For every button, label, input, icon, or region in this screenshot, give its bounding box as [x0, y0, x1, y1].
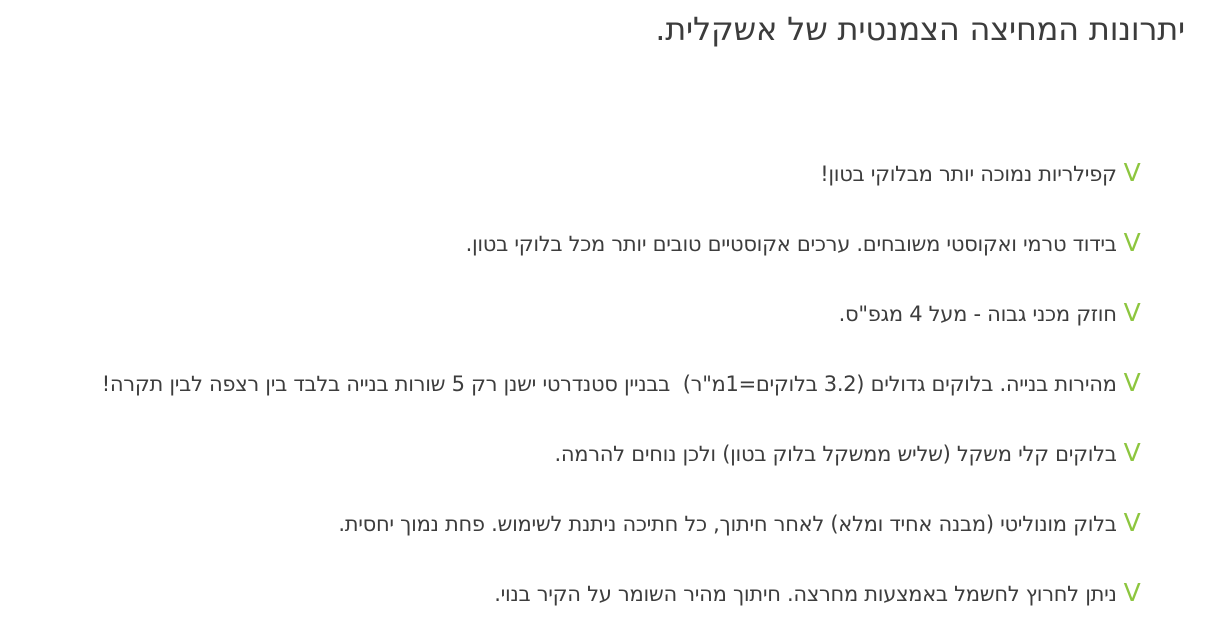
advantages-list — [0, 128, 1179, 607]
list-item — [0, 198, 1179, 257]
checkmark-icon: V — [1123, 438, 1141, 467]
checkmark-icon: V — [1123, 368, 1141, 397]
checkmark-icon: V — [1123, 298, 1141, 327]
checkmark-icon: V — [1123, 578, 1141, 607]
list-item — [0, 408, 1179, 467]
checkmark-icon: V — [1123, 228, 1141, 257]
list-item-text: בידוד טרמי ואקוסטי משובחים. ערכים אקוסטיים טובים יותר מכל בלוקי בטון. — [465, 232, 1117, 256]
list-item — [0, 548, 1179, 607]
checkmark-icon: V — [1123, 508, 1141, 537]
list-item — [0, 128, 1179, 187]
list-item — [0, 268, 1179, 327]
page-title: יתרונות המחיצה הצמנטית של אשקלית. — [655, 10, 1185, 48]
list-item-text: קפילריות נמוכה יותר מבלוקי בטון! — [820, 162, 1117, 186]
list-item-text: בלוק מונוליטי (מבנה אחיד ומלא) לאחר חיתוך, כל חתיכה ניתנת לשימוש. פחת נמוך יחסית. — [338, 512, 1117, 536]
list-item-text: ניתן לחרוץ לחשמל באמצעות מחרצה. חיתוך מהיר השומר על הקיר בנוי. — [494, 582, 1117, 606]
list-item — [0, 478, 1179, 537]
list-item-text: חוזק מכני גבוה - מעל 4 מגפ"ס. — [838, 302, 1117, 326]
list-item-text: מהירות בנייה. בלוקים גדולים (3.2 בלוקים=1מ"ר) בבניין סטנדרטי ישנן רק 5 שורות בנייה בלבד בין רצפה לבין תקרה! — [101, 372, 1117, 396]
list-item — [0, 338, 1179, 397]
list-item-text: בלוקים קלי משקל (שליש ממשקל בלוק בטון) ולכן נוחים להרמה. — [554, 442, 1117, 466]
checkmark-icon: V — [1123, 158, 1141, 187]
